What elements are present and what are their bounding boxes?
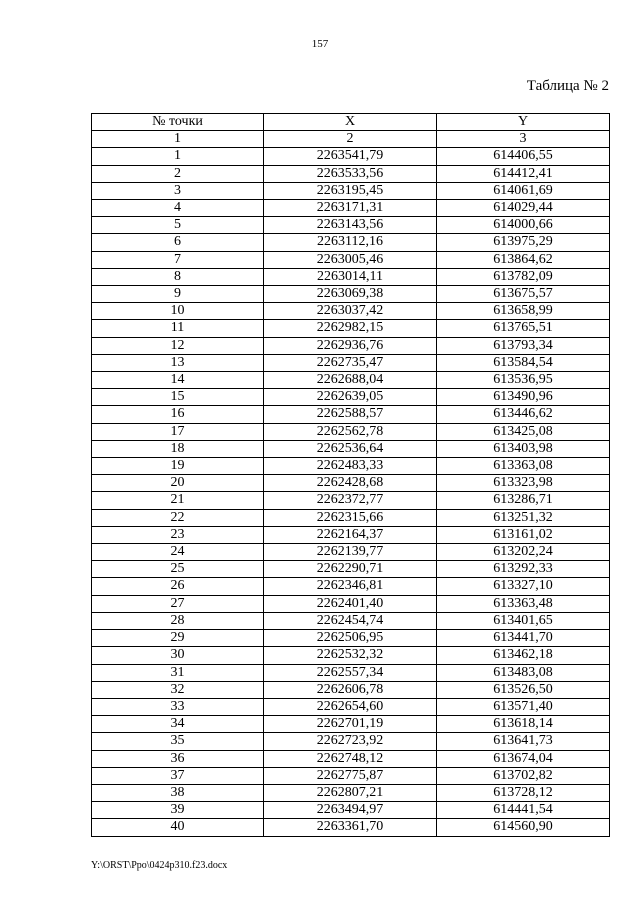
table-row [92,681,610,698]
x-coordinate-cell: 2262506,95 [264,630,437,647]
x-coordinate-cell: 2262723,92 [264,733,437,750]
header-point-number: № точки [92,114,264,131]
table-row [92,492,610,509]
x-coordinate-cell: 2262654,60 [264,698,437,715]
table-head [92,114,610,148]
x-coordinate-cell: 2262639,05 [264,389,437,406]
x-coordinate-cell: 2262588,57 [264,406,437,423]
y-coordinate-cell: 613363,48 [437,595,610,612]
table-row [92,406,610,423]
table-row [92,234,610,251]
x-coordinate-cell: 2262401,40 [264,595,437,612]
x-coordinate-cell: 2262735,47 [264,354,437,371]
x-coordinate-cell: 2263361,70 [264,819,437,836]
y-coordinate-cell: 613864,62 [437,251,610,268]
y-coordinate-cell: 613536,95 [437,372,610,389]
point-number-cell: 35 [92,733,264,750]
x-coordinate-cell: 2262454,74 [264,612,437,629]
table-row [92,544,610,561]
point-number-cell: 39 [92,802,264,819]
y-coordinate-cell: 613441,70 [437,630,610,647]
y-coordinate-cell: 613782,09 [437,268,610,285]
point-number-cell: 25 [92,561,264,578]
y-coordinate-cell: 613490,96 [437,389,610,406]
point-number-cell: 30 [92,647,264,664]
table-body [92,148,610,836]
y-coordinate-cell: 613793,34 [437,337,610,354]
point-number-cell: 36 [92,750,264,767]
x-coordinate-cell: 2263195,45 [264,182,437,199]
table-row [92,182,610,199]
point-number-cell: 6 [92,234,264,251]
column-number-row [92,131,610,148]
header-y: Y [437,114,610,131]
y-coordinate-cell: 614061,69 [437,182,610,199]
x-coordinate-cell: 2263494,97 [264,802,437,819]
table-row [92,526,610,543]
table-row [92,802,610,819]
table-row [92,716,610,733]
table-row [92,767,610,784]
table-row [92,509,610,526]
y-coordinate-cell: 613446,62 [437,406,610,423]
footer-file-path: Y:\ORST\Ppo\0424p310.f23.docx [91,860,228,871]
x-coordinate-cell: 2263005,46 [264,251,437,268]
table-row [92,337,610,354]
y-coordinate-cell: 613251,32 [437,509,610,526]
y-coordinate-cell: 614406,55 [437,148,610,165]
point-number-cell: 19 [92,458,264,475]
y-coordinate-cell: 613292,33 [437,561,610,578]
x-coordinate-cell: 2262936,76 [264,337,437,354]
point-number-cell: 33 [92,698,264,715]
x-coordinate-cell: 2263533,56 [264,165,437,182]
point-number-cell: 34 [92,716,264,733]
y-coordinate-cell: 613584,54 [437,354,610,371]
table-row [92,475,610,492]
column-number-3: 3 [437,131,610,148]
x-coordinate-cell: 2262372,77 [264,492,437,509]
y-coordinate-cell: 613674,04 [437,750,610,767]
y-coordinate-cell: 613728,12 [437,784,610,801]
x-coordinate-cell: 2262807,21 [264,784,437,801]
x-coordinate-cell: 2262536,64 [264,440,437,457]
y-coordinate-cell: 613363,08 [437,458,610,475]
table-caption: Таблица № 2 [526,78,609,94]
x-coordinate-cell: 2263037,42 [264,303,437,320]
x-coordinate-cell: 2262562,78 [264,423,437,440]
table-row [92,664,610,681]
table-row [92,458,610,475]
point-number-cell: 2 [92,165,264,182]
table-row [92,647,610,664]
y-coordinate-cell: 613323,98 [437,475,610,492]
x-coordinate-cell: 2263069,38 [264,286,437,303]
table-row [92,165,610,182]
point-number-cell: 22 [92,509,264,526]
point-number-cell: 21 [92,492,264,509]
x-coordinate-cell: 2263112,16 [264,234,437,251]
point-number-cell: 1 [92,148,264,165]
y-coordinate-cell: 613403,98 [437,440,610,457]
point-number-cell: 7 [92,251,264,268]
x-coordinate-cell: 2262346,81 [264,578,437,595]
y-coordinate-cell: 613765,51 [437,320,610,337]
point-number-cell: 28 [92,612,264,629]
point-number-cell: 31 [92,664,264,681]
x-coordinate-cell: 2262748,12 [264,750,437,767]
table-row [92,354,610,371]
page-number: 157 [311,38,329,50]
header-x: X [264,114,437,131]
x-coordinate-cell: 2263541,79 [264,148,437,165]
x-coordinate-cell: 2262315,66 [264,509,437,526]
y-coordinate-cell: 613425,08 [437,423,610,440]
x-coordinate-cell: 2262483,33 [264,458,437,475]
table-row [92,423,610,440]
point-number-cell: 8 [92,268,264,285]
x-coordinate-cell: 2263014,11 [264,268,437,285]
point-number-cell: 4 [92,200,264,217]
point-number-cell: 5 [92,217,264,234]
table-row [92,698,610,715]
y-coordinate-cell: 613618,14 [437,716,610,733]
point-number-cell: 13 [92,354,264,371]
x-coordinate-cell: 2262557,34 [264,664,437,681]
y-coordinate-cell: 614441,54 [437,802,610,819]
table-row [92,148,610,165]
point-number-cell: 26 [92,578,264,595]
table-row [92,268,610,285]
column-number-1: 1 [92,131,264,148]
x-coordinate-cell: 2262428,68 [264,475,437,492]
table-row [92,372,610,389]
x-coordinate-cell: 2262701,19 [264,716,437,733]
point-number-cell: 12 [92,337,264,354]
y-coordinate-cell: 614560,90 [437,819,610,836]
table-row [92,750,610,767]
table-row [92,286,610,303]
x-coordinate-cell: 2263171,31 [264,200,437,217]
x-coordinate-cell: 2262164,37 [264,526,437,543]
x-coordinate-cell: 2262532,32 [264,647,437,664]
point-number-cell: 37 [92,767,264,784]
table-row [92,630,610,647]
point-number-cell: 14 [92,372,264,389]
coordinates-table [91,113,610,837]
table-row [92,251,610,268]
table-row [92,733,610,750]
x-coordinate-cell: 2262688,04 [264,372,437,389]
y-coordinate-cell: 614000,66 [437,217,610,234]
point-number-cell: 40 [92,819,264,836]
point-number-cell: 15 [92,389,264,406]
table-row [92,784,610,801]
point-number-cell: 17 [92,423,264,440]
column-number-2: 2 [264,131,437,148]
x-coordinate-cell: 2262139,77 [264,544,437,561]
table-row [92,819,610,836]
y-coordinate-cell: 614029,44 [437,200,610,217]
y-coordinate-cell: 613327,10 [437,578,610,595]
point-number-cell: 18 [92,440,264,457]
y-coordinate-cell: 613675,57 [437,286,610,303]
table-row [92,303,610,320]
point-number-cell: 3 [92,182,264,199]
point-number-cell: 16 [92,406,264,423]
point-number-cell: 10 [92,303,264,320]
y-coordinate-cell: 613641,73 [437,733,610,750]
table-row [92,578,610,595]
y-coordinate-cell: 613483,08 [437,664,610,681]
y-coordinate-cell: 613526,50 [437,681,610,698]
table-row [92,320,610,337]
point-number-cell: 9 [92,286,264,303]
x-coordinate-cell: 2262290,71 [264,561,437,578]
table-row [92,595,610,612]
y-coordinate-cell: 613401,65 [437,612,610,629]
y-coordinate-cell: 614412,41 [437,165,610,182]
point-number-cell: 11 [92,320,264,337]
table-row [92,612,610,629]
y-coordinate-cell: 613462,18 [437,647,610,664]
y-coordinate-cell: 613975,29 [437,234,610,251]
table-row [92,389,610,406]
y-coordinate-cell: 613658,99 [437,303,610,320]
point-number-cell: 27 [92,595,264,612]
table-row [92,217,610,234]
y-coordinate-cell: 613702,82 [437,767,610,784]
y-coordinate-cell: 613286,71 [437,492,610,509]
table-row [92,440,610,457]
point-number-cell: 38 [92,784,264,801]
point-number-cell: 24 [92,544,264,561]
table-row [92,561,610,578]
x-coordinate-cell: 2262982,15 [264,320,437,337]
y-coordinate-cell: 613161,02 [437,526,610,543]
x-coordinate-cell: 2262606,78 [264,681,437,698]
point-number-cell: 20 [92,475,264,492]
y-coordinate-cell: 613571,40 [437,698,610,715]
x-coordinate-cell: 2263143,56 [264,217,437,234]
point-number-cell: 23 [92,526,264,543]
x-coordinate-cell: 2262775,87 [264,767,437,784]
header-row [92,114,610,131]
point-number-cell: 32 [92,681,264,698]
table-row [92,200,610,217]
point-number-cell: 29 [92,630,264,647]
y-coordinate-cell: 613202,24 [437,544,610,561]
